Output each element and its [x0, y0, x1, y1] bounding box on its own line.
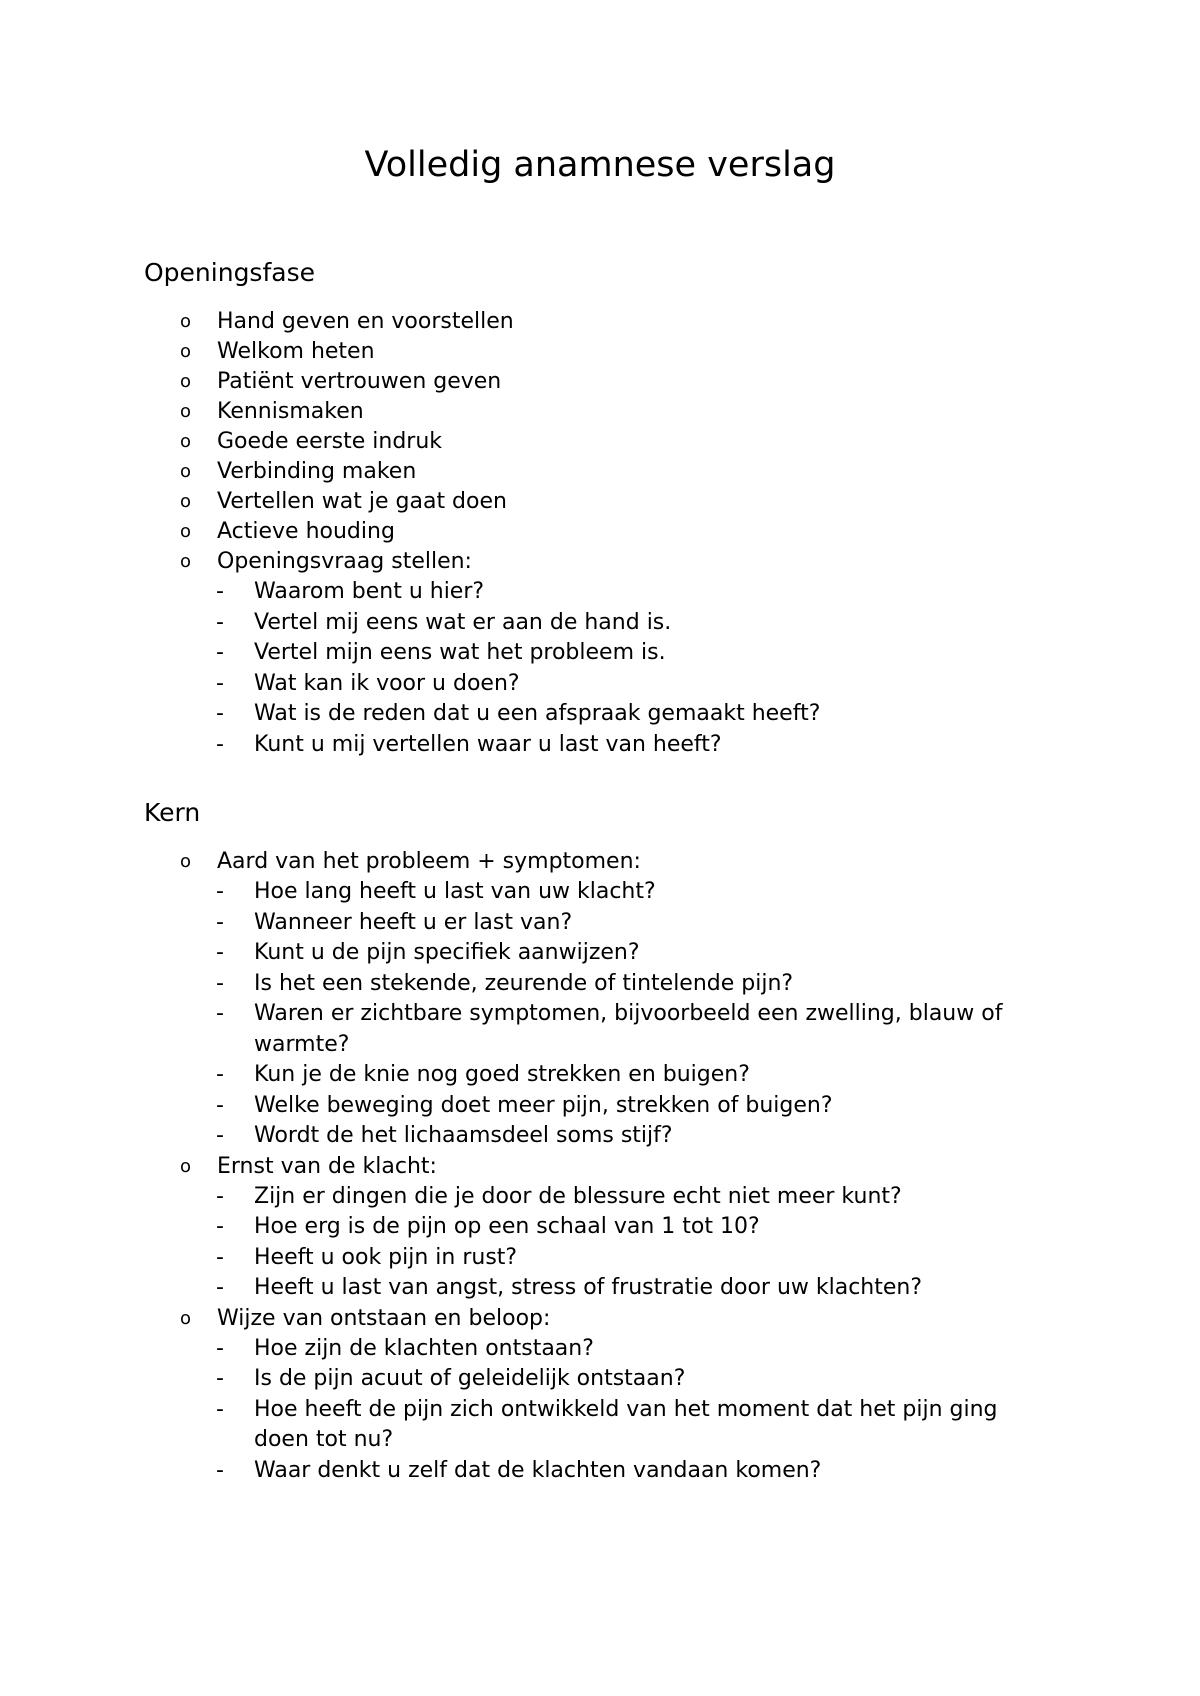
dash-bullet-icon: - [216, 940, 224, 965]
section-heading-openingsfase: Openingsfase [144, 258, 315, 287]
sub-list-item: - Wanneer heeft u er last van? [0, 908, 1200, 939]
wijze-sub-list [0, 1334, 1200, 1487]
dash-bullet-icon: - [216, 701, 224, 726]
dash-bullet-icon: - [216, 1092, 224, 1118]
sub-list-item: - Is de pijn acuut of geleidelijk ontstaan? [0, 1364, 1200, 1395]
dash-bullet-icon: - [216, 579, 224, 604]
aard-sub-list [0, 877, 1200, 1152]
dash-bullet-icon: - [216, 909, 224, 935]
sub-list-container [0, 1334, 1200, 1487]
circle-bullet-icon: o [180, 521, 192, 542]
circle-bullet-icon: o [180, 491, 192, 512]
dash-bullet-icon: - [216, 1396, 224, 1422]
sub-list-item: - Vertel mij eens wat er aan de hand is. [0, 608, 1200, 639]
dash-bullet-icon: - [216, 609, 224, 635]
list-item: o Verbinding maken [0, 457, 1200, 487]
list-item: o Patiënt vertrouwen geven [0, 367, 1200, 397]
openingsfase-list [0, 307, 1200, 760]
circle-bullet-icon: o [180, 431, 192, 452]
list-item: o Kennismaken [0, 397, 1200, 427]
sub-list-item: - Welke beweging doet meer pijn, strekken of buigen? [0, 1091, 1200, 1122]
sub-list-item: - Heeft u last van angst, stress of frustratie door uw klachten? [0, 1273, 1200, 1304]
circle-bullet-icon: o [180, 341, 192, 362]
sub-list-item: - Heeft u ook pijn in rust? [0, 1243, 1200, 1274]
dash-bullet-icon: - [216, 1457, 224, 1483]
sub-list-item: - Wordt de het lichaamsdeel soms stijf? [0, 1121, 1200, 1152]
dash-bullet-icon: - [216, 1244, 224, 1270]
circle-bullet-icon: o [180, 461, 192, 482]
dash-bullet-icon: - [216, 640, 224, 665]
dash-bullet-icon: - [216, 1001, 224, 1026]
circle-bullet-icon: o [180, 371, 192, 392]
sub-list-container [0, 877, 1200, 1152]
ernst-sub-list [0, 1182, 1200, 1304]
dash-bullet-icon: - [216, 1275, 224, 1300]
circle-bullet-icon: o [180, 1307, 192, 1329]
dash-bullet-icon: - [216, 1214, 224, 1239]
sub-list-item: - Kunt u de pijn specifiek aanwijzen? [0, 938, 1200, 969]
list-item: o Ernst van de klacht: [0, 1152, 1200, 1182]
sub-list-item: - Hoe lang heeft u last van uw klacht? [0, 877, 1200, 908]
section-heading-kern: Kern [144, 798, 201, 827]
circle-bullet-icon: o [180, 851, 192, 872]
dash-bullet-icon: - [216, 1123, 224, 1148]
circle-bullet-icon: o [180, 1155, 192, 1177]
dash-bullet-icon: - [216, 1062, 224, 1087]
circle-bullet-icon: o [180, 401, 192, 422]
sub-list-item: - Waar denkt u zelf dat de klachten vandaan komen? [0, 1456, 1200, 1487]
sub-list-item: - Hoe erg is de pijn op een schaal van 1 tot 10? [0, 1212, 1200, 1243]
list-item: o Goede eerste indruk [0, 427, 1200, 457]
sub-list-container [0, 577, 1200, 760]
sub-list-item: - Vertel mijn eens wat het probleem is. [0, 638, 1200, 669]
list-item: o Welkom heten [0, 337, 1200, 367]
list-item: o Wijze van ontstaan en beloop: [0, 1304, 1200, 1334]
page-title: Volledig anamnese verslag [364, 145, 836, 185]
dash-bullet-icon: - [216, 731, 224, 757]
sub-list-item: - Hoe heeft de pijn zich ontwikkeld van het moment dat het pijn ging doen tot nu? [216, 1396, 998, 1452]
sub-list-item: - Kun je de knie nog goed strekken en buigen? [0, 1060, 1200, 1091]
list-item: o Actieve houding [0, 517, 1200, 547]
dash-bullet-icon: - [216, 1183, 224, 1209]
dash-bullet-icon: - [216, 879, 224, 904]
sub-list-item: - Wat is de reden dat u een afspraak gemaakt heeft? [0, 699, 1200, 730]
sub-list-item: - Wat kan ik voor u doen? [0, 669, 1200, 700]
circle-bullet-icon: o [180, 311, 192, 332]
sub-list-item: - Zijn er dingen die je door de blessure echt niet meer kunt? [0, 1182, 1200, 1213]
circle-bullet-icon: o [180, 551, 192, 572]
sub-list-item: - Waarom bent u hier? [0, 577, 1200, 608]
dash-bullet-icon: - [216, 970, 224, 996]
list-item: o Aard van het probleem + symptomen: [0, 847, 1200, 877]
dash-bullet-icon: - [216, 1335, 224, 1361]
dash-bullet-icon: - [216, 670, 224, 696]
list-item: o Hand geven en voorstellen [0, 307, 1200, 337]
dash-bullet-icon: - [216, 1366, 224, 1391]
sub-list-item: - Is het een stekende, zeurende of tintelende pijn? [0, 969, 1200, 1000]
list-item: o Openingsvraag stellen: [0, 547, 1200, 577]
openingsvraag-sub-list [0, 577, 1200, 760]
sub-list-container [0, 1182, 1200, 1304]
sub-list-item: - Kunt u mij vertellen waar u last van heeft? [0, 730, 1200, 761]
sub-list-item: - Waren er zichtbare symptomen, bijvoorbeeld een zwelling, blauw of warmte? [216, 1001, 1003, 1057]
list-item: o Vertellen wat je gaat doen [0, 487, 1200, 517]
kern-list [0, 847, 1200, 1486]
sub-list-item: - Hoe zijn de klachten ontstaan? [0, 1334, 1200, 1365]
